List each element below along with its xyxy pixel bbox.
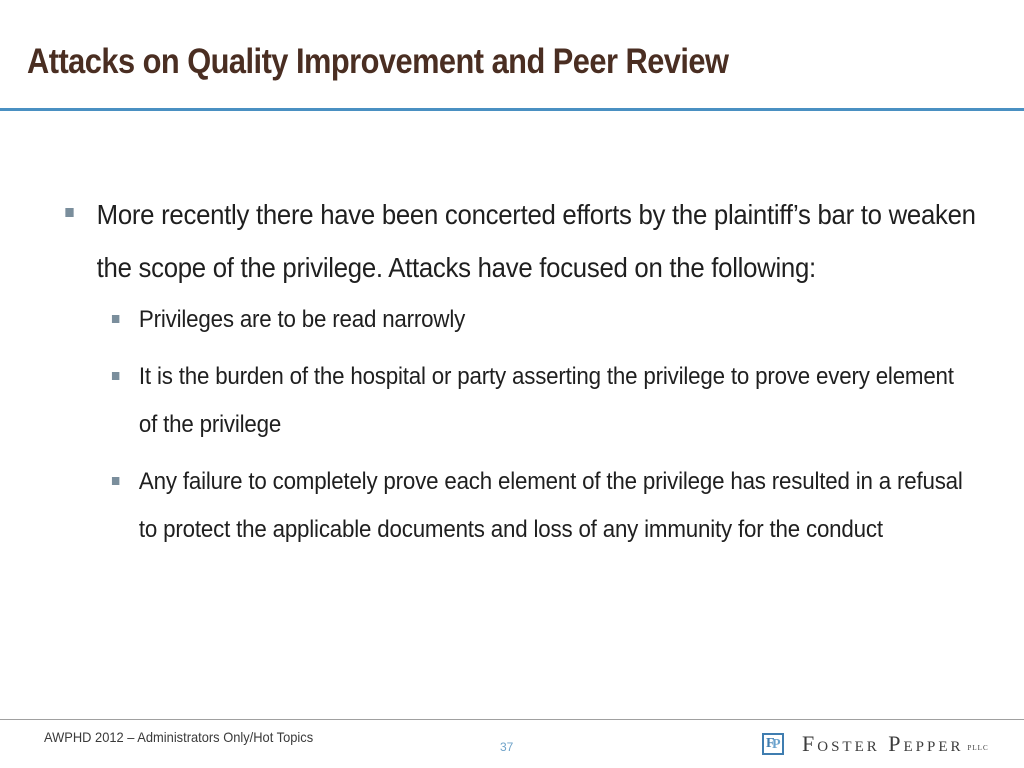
logo-mark-letter-p: P	[772, 737, 781, 752]
page-number: 37	[500, 740, 514, 754]
logo-wordmark: Foster Pepper	[802, 731, 964, 756]
square-bullet-icon	[112, 372, 119, 380]
main-bullet	[58, 188, 980, 294]
footer-caption: AWPHD 2012 – Administrators Only/Hot Topics	[44, 729, 314, 745]
square-bullet-icon	[112, 477, 119, 485]
main-bullet-text: More recently there have been concerted efforts by the plaintiff’s bar to weaken the scope of the privilege. Attacks have focused on the following:	[96, 199, 976, 283]
sub-bullet	[58, 353, 976, 449]
logo-mark-icon	[762, 733, 784, 755]
footer-divider	[0, 719, 1024, 720]
slide-content	[58, 188, 988, 563]
title-divider	[0, 108, 1024, 111]
sub-bullet	[58, 458, 976, 554]
company-logo	[762, 731, 989, 757]
sub-bullet-text: Any failure to completely prove each element of the privilege has resulted in a refusal to protect the applicable documents and loss of any immunity for the conduct	[138, 468, 963, 543]
square-bullet-icon	[112, 315, 119, 323]
square-bullet-icon	[65, 208, 73, 217]
sub-bullet-list	[58, 296, 988, 554]
logo-suffix: PLLC	[967, 744, 989, 752]
sub-bullet	[58, 296, 976, 344]
logo-mark-letter-f: F	[766, 736, 775, 751]
sub-bullet-text: Privileges are to be read narrowly	[138, 306, 466, 333]
slide-title: Attacks on Quality Improvement and Peer Review	[27, 42, 729, 81]
sub-bullet-text: It is the burden of the hospital or party asserting the privilege to prove every element of the privilege	[138, 363, 954, 438]
